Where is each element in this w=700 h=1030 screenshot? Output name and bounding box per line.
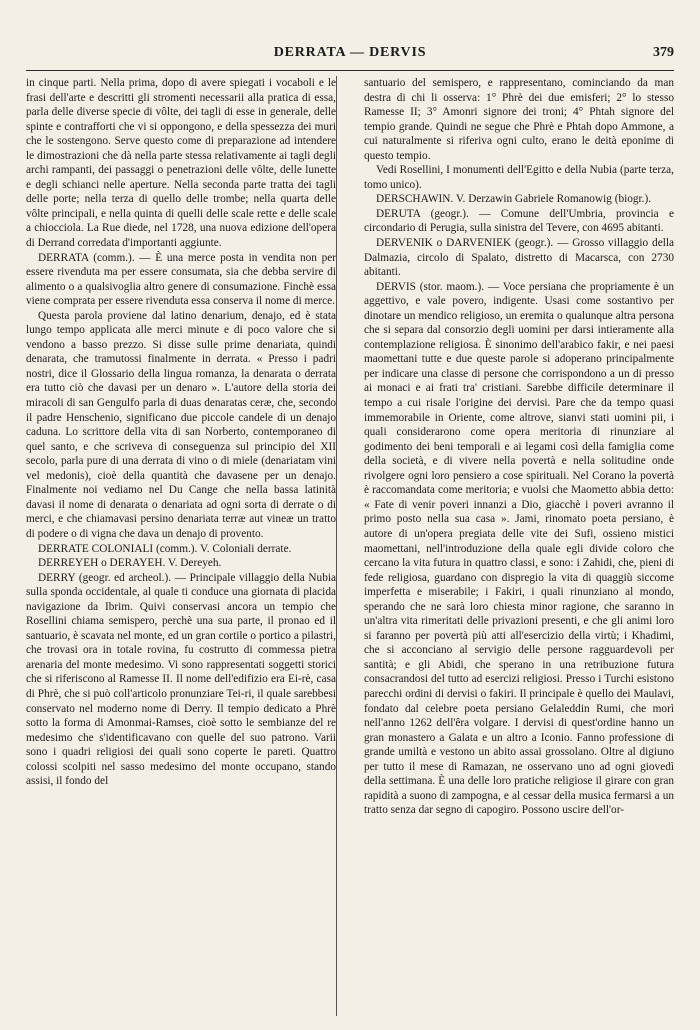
entry-dervis: DERVIS (stor. maom.). — Voce persiana che propriamente è un aggettivo, e vale povero, indigente. Usasi come sostantivo per dinotare un mendico religioso, un eremita o qualunque altra persona che si separa dal consorzio degli uomini per darsi intieramente alla contemplazione religiosa. È sinonimo dell'arabico fakir, e nei paesi maomettani tutte e due queste parole si adoperano principalmente per indicare una classe di persone che corrispondono a un di presso ai monaci e ai frati tra' cristiani. Sarebbe difficile determinare il tempo a cui risale l'origine dei dervisi. Pare che da tempo quasi immemorabile in Oriente, come altrove, sianvi stati uomini pii, i quali considerarono come opera meritoria di rinunziare al godimento dei beni temporali e ai legami così della famiglia come della società, e di vivere nella povertà e nella solitudine onde rivolgere ogni loro pensiero a cose spirituali. Nel Corano la povertà è raccomandata come meritoria; e vuolsi che Maometto abbia detto: « Fate di venir poveri innanzi a Dio, giacchè i poveri avranno il primo posto nella sua casa ». Jami, rinomato poeta persiano, è autore di un'opera pregiata delle vite dei Sufi, ossieno mistici maomettani, nell'introduzione della quale egli divide coloro che cercano la vita futura in quattro classi, e sono: i Zahidi, che, pieni di fede religiosa, guardano con dispregio la vita di quaggiù siccome imperfetta e miserabile; i Fakiri, i quali rinunziano al mondo, sperando che ne sarà loro chiesta minor ragione, che saranno in un'altra vita rimeritati delle privazioni presenti, e che gli animi loro si faranno per povertà più atti all'esercizio della virtù; i Khadimi, che si acconciano al servigio delle persone ragguardevoli per santità; e gli Abidi, che sperano in una retribuzione futura consacrandosi del tutto ad esercizi religiosi. Presso i Turchi esistono parecchi ordini di dervisi o fakiri. Il principale è quello dei Maulavi, fondato dal celebre poeta persiano Gelaleddin Rumi, che morì nell'anno 1262 dell'êra volgare. I dervisi di quest'ordine hanno un gran monastero a Galata e un altro a Iconio. Fanno professione di grande umiltà e vestono un abito assai grossolano. Oltre al digiuno per tutto il mese di Ramazan, ne osservano uno ad ogni giovedì della settimana. È una delle loro pratiche religiose il girare con gran rapidità a suono di zampogna, e al cessar della musica fermarsi a un tratto senza dar segno di capogiro. Possono uscire dell'or- (364, 280, 674, 817)
page-number: 379 (653, 45, 674, 60)
entry-derschawin: DERSCHAWIN. V. Derzawin Gabriele Romanowig (biogr.). (376, 193, 652, 206)
paragraph-continuation: in cinque parti. Nella prima, dopo di avere spiegati i vocaboli e le frasi dell'arte e descritti gli stromenti necessarii alla pratica di essa, parla delle diverse specie di vôlte, dei tagli di esse in generale, delle spinte e contrafforti che vi si oppongono, e della spessezza dei muri che le sostengono. Serve questo come di preparazione ad intendere le dimostrazioni che dà nella parte stessa relativamente ai tagli degli archi rampanti, dei passaggi o penetrazioni delle vôlte, delle lunette e degli schianci nelle aperture. Nella seconda parte tratta dei tagli delle porte; nella terza di quello delle trombe; nella quarta delle vôlte principali, e nella quinta di quelli delle scale rette e delle scale a chiocciola. La Rue diede, nel 1728, una nuova edizione dell'opera di Derrand corredata d'importanti aggiunte. (26, 77, 336, 250)
text-columns (26, 76, 674, 1021)
paragraph-derrata-etymology: Questa parola proviene dal latino denarium, denajo, ed è stata lungo tempo applicata alle merci minute e di poco valore che si vendono a basso prezzo. Si disse sulle prime denariata, quindi denarata, che tramutossi finalmente in derrata. « Presso i padri nostri, dice il Glossario della lingua romanza, la denarata o derrata era tutto ciò che davasi per un denaro ». L'autore della storia dei miracoli di san Gengulfo parla di duas denaratas ceræ, che, secondo il padre Henschenio, significano due piccole candele di un denajo caduna. Lo scrittore della vita di san Norberto, contemporaneo di quel santo, e che scriveva di conseguenza sul principio del XII secolo, parla pure di una derrata di vino o di miele (denariatam vini vel medonis), cioè della quantità che davasene per un denajo. Finalmente noi vediamo nel Du Cange che nella bassa latinità davasi il nome di denarata o denariata ad ogni sorta di derrate o di merci, e che chiamavasi persino denariata terræ aut vineæ un tratto di podere o di vigna che dava un denajo di provento. (26, 309, 336, 540)
paragraph-rosellini-reference: Vedi Rosellini, I monumenti dell'Egitto e della Nubia (parte terza, tomo unico). (364, 164, 674, 191)
entry-derrata: DERRATA (comm.). — È una merce posta in vendita non per essere rivenduta ma per essere consumata, sia che debba servire di alimento o a qualsivoglia altro genere di consumazione. Finchè essa viene comprata per essere rivenduta essa conserva il nome di merce. (26, 251, 336, 308)
running-title: DERRATA — DERVIS (273, 45, 427, 60)
page-header (26, 42, 674, 71)
entry-derrate-coloniali: DERRATE COLONIALI (comm.). V. Coloniali derrate. (38, 542, 292, 555)
entry-deruta: DERUTA (geogr.). — Comune dell'Umbria, provincia e circondario di Perugia, sulla sinistra del Tevere, con 4695 abitanti. (364, 207, 674, 235)
left-column (26, 76, 336, 1021)
entry-derreyeh: DERREYEH o DERAYEH. V. Dereyeh. (38, 557, 222, 570)
paragraph-derry-continuation: santuario del semispero, e rappresentano, cominciando da man destra di chi li osserva: 1° Phrè dei due emisferi; 2° lo stesso Ramesse II; 3° Amonri signore dei troni; 4° Phtah signore del tempio grande. Quindi ne segue che Phrè e Phtah dopo Ammone, a cui naturalmente si riferiva ogni culto, erano le deità eponime di questo tempio. (364, 77, 674, 162)
entry-derry: DERRY (geogr. ed archeol.). — Principale villaggio della Nubia sulla sponda occidentale, al quale ti conduce una giornata di placida navigazione da Ibrim. Quivi conservasi ancora un tempio che Rosellini chiama semispero, perchè una sua parte, il pronao ed il santuario, è scavata nel monte, ed un gran cortile o portico a pilastri, che trovasi ora in totale rovina, fu costrutto di commessa pietra arenaria del monte medesimo. Vi sono rappresentati soggetti storici che si riferiscono al Ramesse II. Il nome dell'edifizio era Ei-rè, casa di Phrè, che si può coll'articolo pronunziare Tei-ri, il quale sarebbesi conservato nel moderno nome di Derry. Il tempio dedicato a Phrè sotto la forma di Amonmai-Ramses, cioè sotto le sembianze del re medesimo che s'identificavano con quelle del suo patrono. Varii sono i quadri religiosi dei quali sono coperte le pareti. Quattro colossi scolpiti nel sasso medesimo del monte occupano, stando assisi, il fondo del (26, 571, 336, 788)
entry-dervenik: DERVENIK o DARVENIEK (geogr.). — Grosso villaggio della Dalmazia, circolo di Spalato, distretto di Macarsca, con 2730 abitanti. (364, 237, 674, 279)
right-column (364, 76, 674, 1021)
